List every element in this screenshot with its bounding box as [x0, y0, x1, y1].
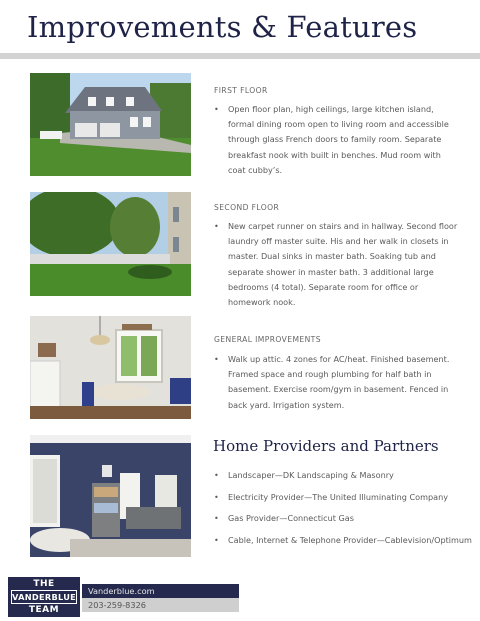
first-floor-list	[214, 102, 460, 178]
provider-item: • Gas Provider—Connecticut Gas	[214, 513, 476, 535]
general-improvements-list	[214, 352, 460, 413]
section-heading-second-floor: SECOND FLOOR	[214, 203, 280, 212]
footer-website-bar	[82, 584, 239, 598]
provider-item: • Cable, Internet & Telephone Provider—Cablevision/Optimum	[214, 535, 476, 557]
provider-item: • Landscaper—DK Landscaping & Masonry	[214, 470, 476, 492]
providers-list	[214, 470, 476, 556]
list-item: • New carpet runner on stairs and in hallway. Second floor laundry off master suite. His and her walk in closets in master. Dual sinks in master bath. Soaking tub and separate shower in master bath. 3 additional large bedrooms (4 total). Separate room for office or homework nook.	[214, 219, 460, 310]
list-item: • Open floor plan, high ceilings, large kitchen island, formal dining room open to living room and accessible through glass French doors to family room. Separate breakfast nook with built in benches. Mud room with coat cubby’s.	[214, 102, 460, 178]
footer-phone-bar	[82, 598, 239, 612]
office-photo	[30, 435, 191, 557]
footer-website-link[interactable]: Vanderblue.com	[88, 586, 155, 596]
providers-heading: Home Providers and Partners	[213, 437, 439, 455]
title-divider	[0, 53, 480, 59]
provider-item: • Electricity Provider—The United Illuminating Company	[214, 492, 476, 514]
section-heading-first-floor: FIRST FLOOR	[214, 86, 268, 95]
page-title: Improvements & Features	[27, 10, 418, 44]
footer-phone: 203-259-8326	[88, 600, 147, 610]
dining-room-photo	[30, 316, 191, 419]
backyard-photo	[30, 192, 191, 296]
section-heading-general: GENERAL IMPROVEMENTS	[214, 335, 321, 344]
list-item: • Walk up attic. 4 zones for AC/heat. Finished basement. Framed space and rough plumbing for half bath in basement. Exercise room/gym in basement. Fenced in back yard. Irrigation system.	[214, 352, 460, 413]
logo-line-2: VANDERBLUE	[12, 592, 77, 602]
logo-line-1: THE	[33, 579, 55, 589]
vanderblue-team-logo	[8, 577, 80, 617]
house-exterior-photo	[30, 73, 191, 176]
second-floor-list	[214, 219, 460, 310]
logo-line-3: TEAM	[28, 605, 60, 615]
